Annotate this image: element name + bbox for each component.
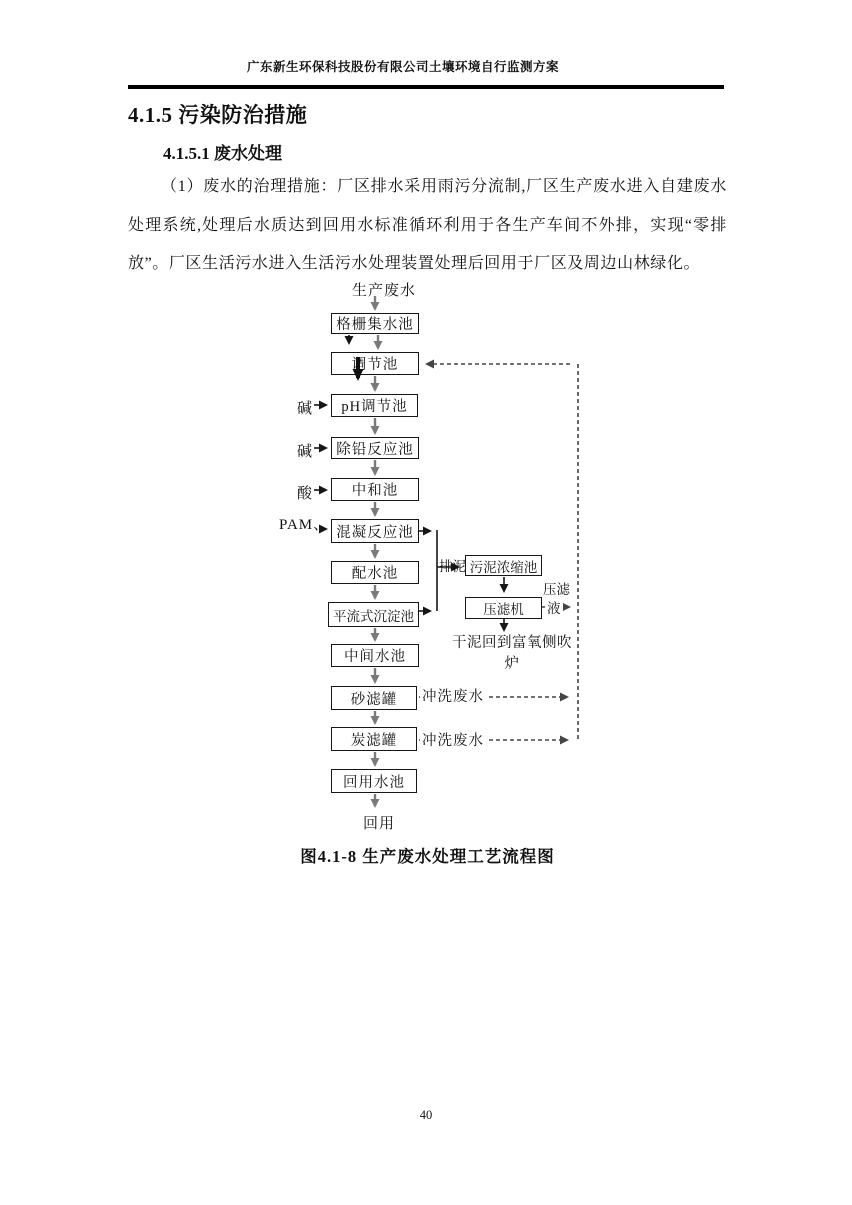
label-backwash-carbon: 冲洗废水 xyxy=(420,729,486,750)
flow-box-label: 炭滤罐 xyxy=(350,732,398,749)
flow-box-lead-removal-tank xyxy=(331,437,419,459)
label-source-wastewater: 生产废水 xyxy=(352,283,417,299)
label-dry-sludge-line2: 炉 xyxy=(504,656,520,672)
flow-box-label: 污泥浓缩池 xyxy=(469,559,538,575)
label-backwash-sand: 冲洗废水 xyxy=(420,685,486,706)
flow-box-label: 除铅反应池 xyxy=(336,441,414,458)
label-dry-sludge-destination xyxy=(452,633,572,675)
label-alkali-1: 碱 xyxy=(297,401,314,417)
section-heading: 4.1.5 污染防治措施 xyxy=(128,103,308,127)
flow-box-sedimentation-tank xyxy=(328,602,419,627)
label-dry-sludge-line1: 干泥回到富氧侧吹 xyxy=(452,635,572,651)
flow-box-ph-adjust-tank xyxy=(331,394,418,417)
flow-box-sludge-thickening-tank xyxy=(465,555,542,576)
body-paragraph: （1）废水的治理措施：厂区排水采用雨污分流制,厂区生产废水进入自建废水处理系统,处理后水质达到回用水标准循环利用于各生产车间不外排，实现“零排放”。厂区生活污水进入生活污水处理装置处理后回用于厂区及周边山林绿化。 xyxy=(128,178,727,272)
flow-box-label: 混凝反应池 xyxy=(336,524,414,541)
flow-box-sand-filter xyxy=(331,686,417,710)
label-pam: PAM、 xyxy=(279,517,330,533)
label-reuse: 回用 xyxy=(363,816,396,832)
flow-box-carbon-filter xyxy=(331,727,417,751)
flow-box-neutralization-tank xyxy=(331,478,419,501)
header-rule xyxy=(128,85,724,89)
header-title: 广东新生环保科技股份有限公司土壤环境自行监测方案 xyxy=(247,60,560,74)
label-press-filtrate-line1: 压滤 xyxy=(543,582,570,597)
flow-box-label: 平流式沉淀池 xyxy=(333,608,414,624)
flow-box-label: 配水池 xyxy=(351,566,399,582)
flow-box-filter-press xyxy=(465,597,542,619)
flow-box-distribution-tank xyxy=(331,561,419,584)
flow-box-label: 格栅集水池 xyxy=(336,317,414,333)
figure-caption: 图4.1-8 生产废水处理工艺流程图 xyxy=(300,847,555,866)
label-alkali-2: 碱 xyxy=(297,444,314,460)
flow-box-label: pH调节池 xyxy=(341,399,408,415)
flow-box-label: 调节池 xyxy=(351,357,399,373)
label-press-filtrate-line2: 液 xyxy=(545,597,563,617)
flow-box-label: 回用水池 xyxy=(343,774,405,791)
flow-box-coagulation-tank xyxy=(331,519,419,543)
flow-box-reuse-tank xyxy=(331,769,417,793)
flow-box-label: 中和池 xyxy=(351,483,399,499)
flow-box-label: 砂滤罐 xyxy=(350,691,398,708)
label-sludge-discharge: 排泥 xyxy=(439,559,466,574)
flow-box-label: 中间水池 xyxy=(344,649,406,665)
flow-box-grille-sump xyxy=(331,313,419,334)
flow-box-intermediate-tank xyxy=(331,644,419,667)
page-number: 40 xyxy=(419,1108,433,1122)
flow-box-label: 压滤机 xyxy=(483,602,524,617)
subsection-heading: 4.1.5.1 废水处理 xyxy=(163,144,282,163)
label-acid: 酸 xyxy=(297,486,314,502)
flow-box-regulating-tank xyxy=(331,352,419,375)
